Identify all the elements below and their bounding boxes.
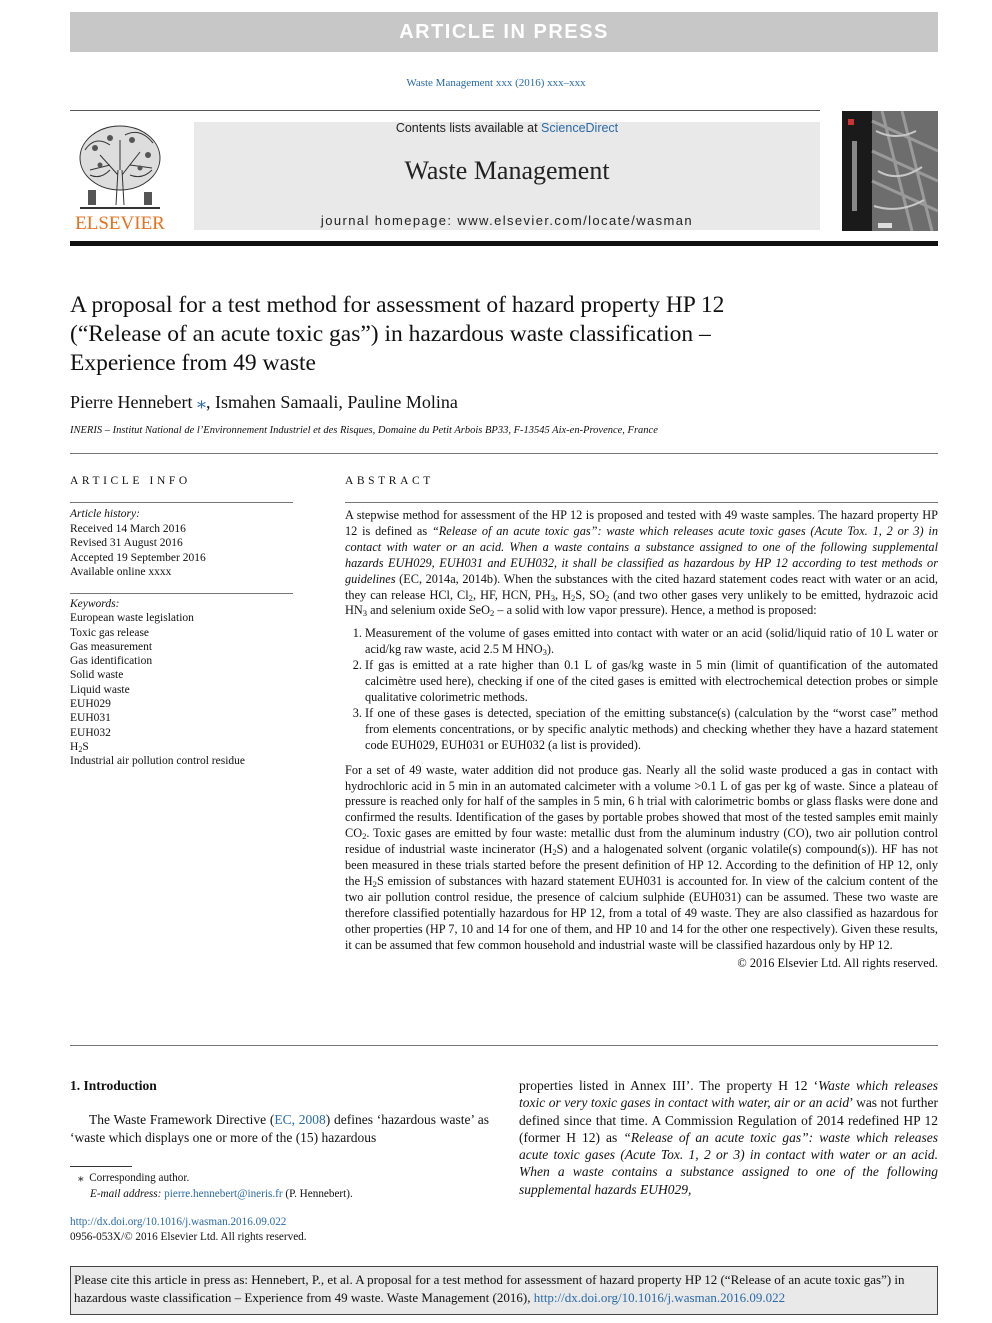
svg-text:ELSEVIER: ELSEVIER: [75, 213, 165, 232]
keyword-item: Solid waste: [70, 669, 124, 682]
doi-block: [70, 1215, 307, 1245]
abstract-paragraph-2: For a set of 49 waste, water addition did not produce gas. Nearly all the solid waste produced a gas in contact with hydrochloric acid in 5 min in an automated calcimeter with a volume >0.1 L of gas per kg of waste. Since a plateau of pressure is reached only for half of the samples in 5 min, 6 h trial with calorimetric bombs or glass flasks were done and confirmed the results. Identification of the gases by portable probes showed that most of the tested samples emit mainly $CO_2$. Toxic gases are emitted by four waste: metallic dust from the aluminum industry (CO), two air pollution control residue of industrial waste incinerator $(H_2S)$ and a halogenated solvent (organic volatile(s) compound(s)). HF has not been measured in these trials started before the present definition of HP 12. According to the definition of HP 12, only the $H_2S$ emission of substances with hazard statement EUH031 is accounted for. In view of the calcium content of the two air pollution control residue, the presence of calcium sulphide (EUH031) can be assumed. These two waste are therefore classified potentially hazardous for HP 12, from a total of 49 waste. They are also classified as hazardous for other properties (HP 7, 10 and 14 for one of them, and HP 10 and 14 for the other one respectively). Given these results, it can be assumed that few common household and industrial waste will be classified hazardous only by HP 12.: [345, 762, 938, 952]
intro-column-2: properties listed in Annex III’. The property H 12 ‘Waste which releases toxic or very toxic gases in contact with water, air or an acid’ was not further defined since that time. A Commission Regulation of 2014 redefined HP 12 (former H 12) as “Release of an acute toxic gas”: waste which releases acute toxic gases (Acute Tox. 1, 2 or 3) in contact with water or an acid. When a waste contains a substance assigned to one of the following supplemental hazards EUH029,: [519, 1078, 939, 1197]
cite-text: Please cite this article in press as: Hennebert, P., et al. A proposal for a test method for assessment of hazard property HP 12 (“Release of an acute toxic gas”) in hazardous waste classification – Experience from 49 waste. Waste Management (2016), http://dx.doi.org/10.1016/j.wasman.2016.09.022: [74, 1272, 905, 1305]
journal-reference[interactable]: Waste Management xxx (2016) xxx–xxx: [406, 77, 586, 89]
elsevier-tree-icon: [70, 120, 170, 232]
keyword-item: EUH029: [70, 698, 111, 711]
journal-homepage[interactable]: journal homepage: www.elsevier.com/locate/wasman: [320, 213, 694, 228]
keyword-item: Industrial air pollution control residue: [70, 755, 246, 768]
footnote: [70, 1170, 490, 1202]
issn-line: 0956-053X/© 2016 Elsevier Ltd. All rights reserved.: [70, 1231, 307, 1243]
keyword-item: European waste legislation: [70, 612, 194, 625]
keyword-item: EUH032: [70, 726, 111, 739]
history-item: Revised 31 August 2016: [70, 537, 183, 549]
article-info-rule: [70, 502, 293, 503]
history-item: Received 14 March 2016: [70, 522, 186, 535]
cover-thumbnail-icon: [842, 111, 938, 231]
keyword-item: EUH031: [70, 712, 111, 725]
email-suffix: (P. Hennebert).: [282, 1188, 353, 1200]
footnote-star: ⁎: [78, 1172, 84, 1184]
method-steps-list: [345, 626, 938, 753]
abstract-heading: ABSTRACT: [345, 475, 434, 487]
doi-link[interactable]: http://dx.doi.org/10.1016/j.wasman.2016.09.022: [70, 1216, 287, 1228]
article-in-press-banner: ARTICLE IN PRESS: [70, 12, 938, 52]
cite-doi-link[interactable]: http://dx.doi.org/10.1016/j.wasman.2016.09.022: [533, 1289, 786, 1305]
history-item: Accepted 19 September 2016: [70, 551, 206, 564]
abstract-paragraph-1: A stepwise method for assessment of the HP 12 is proposed and tested with 49 waste samples. The hazard property HP 12 is defined as “Release of an acute toxic gas”: waste which releases acute toxic gases (Acute Tox. 1, 2 or 3) in contact with water or an acid. When a waste contains a substance assigned to one of the following supplemental hazards EUH029, EUH031 and EUH032, it shall be classified as hazardous by HP 12 according to test methods or guidelines (EC, 2014a, 2014b). When the substances with the cited hazard statement codes react with water or an acid, they can release HCl, $Cl_2$, HF, HCN, $PH_3$, $H_2S$, $SO_2$ (and two other gases very unlikely to be emitted, hydrazoic acid $HN_3$ and selenium oxide SeO$_2$ – a solid with low vapor pressure). Hence, a method is proposed:: [345, 508, 938, 619]
article-history: [70, 507, 300, 580]
keywords-list: [70, 597, 300, 769]
keywords-label: Keywords:: [70, 598, 120, 610]
sciencedirect-link[interactable]: ScienceDirect: [541, 121, 619, 135]
keyword-item: Gas identification: [70, 655, 153, 668]
copyright-notice: © 2016 Elsevier Ltd. All rights reserved.: [737, 956, 938, 971]
keyword-item: $H_2S$: [70, 740, 89, 754]
body-rule: [70, 1045, 938, 1046]
contents-prefix: Contents lists available at: [395, 121, 542, 135]
author-first[interactable]: Pierre Hennebert: [70, 392, 193, 412]
journal-title[interactable]: Waste Management: [404, 156, 610, 185]
elsevier-logo: [70, 120, 170, 232]
method-step: 2. If gas is emitted at a rate higher than 0.1 L of gas/kg waste in 5 min (limit of quantification of the automated calcimètre used here), checking if one of the cited gases is emitted with electrochemical detection probes or simple qualitative colorimetric methods.: [365, 658, 938, 706]
article-info-heading: ARTICLE INFO: [70, 475, 191, 487]
author-email-link[interactable]: pierre.hennebert@ineris.fr: [164, 1188, 283, 1200]
email-label: E-mail address:: [90, 1188, 162, 1200]
affiliation: INERIS – Institut National de l’Environnement Industriel et des Risques, Domaine du Petit Arbois BP33, F-13545 Aix-en-Provence, France: [70, 425, 658, 436]
author-list: [70, 392, 458, 413]
author-rest[interactable]: , Ismahen Samaali, Pauline Molina: [205, 392, 458, 412]
contents-line: [194, 121, 820, 135]
journal-cover-image: [842, 111, 938, 231]
header-thick-rule: [70, 241, 938, 246]
method-step: 3. If one of these gases is detected, speciation of the emitting substance(s) (calculation by the “worst case” method from elements concentrations, or by specific analytic methods) and checking whether they have a hazard statement code EUH029, EUH031 or EUH032 (a list is provided).: [365, 706, 938, 754]
abstract-body: [345, 508, 938, 972]
abstract-rule: [345, 502, 938, 503]
history-label: Article history:: [70, 508, 140, 520]
keywords-rule: [70, 593, 293, 594]
citation-link[interactable]: EC, 2008: [274, 1112, 326, 1127]
header-rule: [70, 110, 820, 111]
section-rule: [70, 453, 938, 454]
keyword-item: Liquid waste: [70, 683, 130, 696]
intro-column-1: The Waste Framework Directive (EC, 2008) defines ‘hazardous waste’ as ‘waste which displays one or more of the (15) hazardous: [70, 1112, 489, 1145]
keyword-item: Gas measurement: [70, 640, 153, 653]
method-step: 1. Measurement of the volume of gases emitted into contact with water or an acid (solid/liquid ratio of 10 L water or acid/kg raw waste, acid 2.5 M $HNO_3$).: [365, 626, 938, 658]
section-heading-introduction: 1. Introduction: [70, 1078, 157, 1093]
history-item: Available online xxxx: [70, 566, 172, 578]
corresponding-author-star[interactable]: ⁎: [196, 392, 206, 412]
footnote-rule: [70, 1166, 132, 1167]
footnote-label: Corresponding author.: [89, 1172, 190, 1184]
keyword-item: Toxic gas release: [70, 626, 150, 639]
article-title: A proposal for a test method for assessment of hazard property HP 12 (“Release of an acute toxic gas”) in hazardous waste classification – Experience from 49 waste: [70, 292, 725, 376]
